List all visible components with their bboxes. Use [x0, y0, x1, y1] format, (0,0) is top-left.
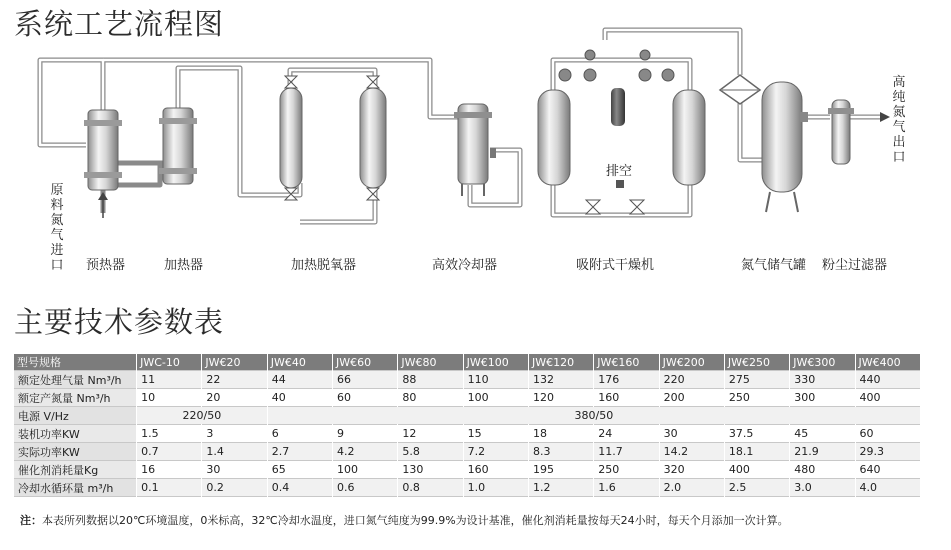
table-cell: 30: [659, 425, 724, 443]
table-cell: 15: [463, 425, 528, 443]
table-cell: 200: [659, 389, 724, 407]
row-label: 催化剂消耗量Kg: [14, 461, 137, 479]
inlet-label: 原料氮气进口: [50, 183, 64, 273]
header-cell: JW€200: [659, 354, 724, 371]
equipment-label-dust-filter: 粉尘过滤器: [822, 258, 888, 273]
table-cell: 440: [855, 371, 920, 389]
outlet-arrow-icon: [880, 112, 890, 122]
spec-table-title: 主要技术参数表: [14, 305, 225, 339]
table-cell: 640: [855, 461, 920, 479]
table-row: [14, 371, 921, 389]
row-label: 额定处理气量 Nm³/h: [14, 371, 137, 389]
table-cell: 45: [790, 425, 855, 443]
header-cell: JW€400: [855, 354, 920, 371]
table-cell: 18.1: [724, 443, 789, 461]
header-cell: JW€80: [398, 354, 463, 371]
equipment-label-preheater: 预热器: [86, 258, 126, 273]
table-cell: 160: [594, 389, 659, 407]
equipment-label-heater: 加热器: [164, 258, 204, 273]
dryer-control-valves: [559, 50, 674, 214]
adsorption-dryer-tower-left: [538, 90, 570, 185]
table-row: [14, 425, 921, 443]
vent-label: 排空: [606, 164, 633, 179]
footnote: [20, 512, 945, 529]
row-label: 装机功率KW: [14, 425, 137, 443]
footnote-prefix: 注：: [20, 514, 42, 527]
table-cell: 220/50: [137, 407, 268, 425]
equipment-label-storage-tank: 氮气储气罐: [741, 258, 807, 273]
table-cell: 44: [267, 371, 332, 389]
adsorption-dryer-tower-right: [673, 90, 705, 185]
table-cell: 250: [724, 389, 789, 407]
table-cell: 320: [659, 461, 724, 479]
table-cell: 2.7: [267, 443, 332, 461]
table-cell: 220: [659, 371, 724, 389]
table-cell: 1.5: [137, 425, 202, 443]
table-cell: 160: [463, 461, 528, 479]
table-cell: 5.8: [398, 443, 463, 461]
table-cell: 3: [202, 425, 267, 443]
equipment-label-cooler: 高效冷却器: [432, 258, 498, 273]
table-cell: 400: [855, 389, 920, 407]
table-cell: 480: [790, 461, 855, 479]
row-label: 额定产氮量 Nm³/h: [14, 389, 137, 407]
table-cell: 80: [398, 389, 463, 407]
table-cell: 330: [790, 371, 855, 389]
table-cell: 2.0: [659, 479, 724, 497]
table-cell: 176: [594, 371, 659, 389]
table-row: [14, 443, 921, 461]
table-cell: 18: [528, 425, 593, 443]
header-cell: JWC-10: [137, 354, 202, 371]
table-cell: 40: [267, 389, 332, 407]
table-cell: 20: [202, 389, 267, 407]
table-cell: 1.6: [594, 479, 659, 497]
equipment-label-deoxidizer: 加热脱氧器: [291, 258, 357, 273]
table-cell: 66: [333, 371, 398, 389]
table-cell: 8.3: [528, 443, 593, 461]
table-cell: 380/50: [267, 407, 920, 425]
row-label: 实际功率KW: [14, 443, 137, 461]
table-cell: 100: [333, 461, 398, 479]
preheater-vessel: [84, 110, 122, 190]
table-row: [14, 461, 921, 479]
high-efficiency-cooler: [454, 104, 496, 196]
footnote-text: 本表所列数据以20℃环境温度，0米标高，32℃冷却水温度，进口氮气纯度为99.9%为设计基准，催化剂消耗量按每天24小时，每天个月添加一次计算。: [42, 514, 789, 527]
header-cell: JW€60: [333, 354, 398, 371]
table-cell: 110: [463, 371, 528, 389]
header-cell: JW€300: [790, 354, 855, 371]
table-cell: 29.3: [855, 443, 920, 461]
header-cell: JW€120: [528, 354, 593, 371]
header-cell: JW€100: [463, 354, 528, 371]
table-header-row: [14, 354, 921, 371]
outlet-label: 高纯氮气出口: [892, 75, 906, 165]
table-cell: 130: [398, 461, 463, 479]
heating-deoxidizer-vessel-1: [280, 76, 302, 200]
inline-filter: [720, 75, 760, 104]
table-cell: 24: [594, 425, 659, 443]
table-cell: 1.0: [463, 479, 528, 497]
table-cell: 88: [398, 371, 463, 389]
header-cell: JW€250: [724, 354, 789, 371]
table-cell: 3.0: [790, 479, 855, 497]
table-cell: 250: [594, 461, 659, 479]
table-cell: 1.4: [202, 443, 267, 461]
equipment-label-dryer: 吸附式干燥机: [576, 258, 655, 273]
table-cell: 11.7: [594, 443, 659, 461]
technical-parameters-table: [14, 354, 921, 497]
table-cell: 0.1: [137, 479, 202, 497]
heater-vessel: [159, 108, 197, 184]
table-cell: 0.8: [398, 479, 463, 497]
table-cell: 100: [463, 389, 528, 407]
table-row: [14, 407, 921, 425]
header-cell: JW€40: [267, 354, 332, 371]
table-cell: 16: [137, 461, 202, 479]
table-cell: 60: [855, 425, 920, 443]
table-cell: 300: [790, 389, 855, 407]
table-cell: 2.5: [724, 479, 789, 497]
table-cell: 1.2: [528, 479, 593, 497]
table-cell: 14.2: [659, 443, 724, 461]
table-cell: 0.2: [202, 479, 267, 497]
table-cell: 65: [267, 461, 332, 479]
table-cell: 7.2: [463, 443, 528, 461]
table-cell: 60: [333, 389, 398, 407]
table-cell: 400: [724, 461, 789, 479]
table-cell: 0.4: [267, 479, 332, 497]
table-cell: 4.0: [855, 479, 920, 497]
dust-filter: [828, 100, 854, 164]
table-cell: 0.6: [333, 479, 398, 497]
table-cell: 21.9: [790, 443, 855, 461]
table-cell: 0.7: [137, 443, 202, 461]
table-cell: 275: [724, 371, 789, 389]
table-cell: 11: [137, 371, 202, 389]
process-diagram-title: 系统工艺流程图: [14, 7, 225, 41]
table-cell: 10: [137, 389, 202, 407]
table-cell: 12: [398, 425, 463, 443]
table-cell: 37.5: [724, 425, 789, 443]
header-cell: JW€160: [594, 354, 659, 371]
row-label: 冷却水循环量 m³/h: [14, 479, 137, 497]
table-cell: 6: [267, 425, 332, 443]
heating-deoxidizer-vessel-2: [360, 76, 386, 200]
table-cell: 120: [528, 389, 593, 407]
table-cell: 30: [202, 461, 267, 479]
table-cell: 4.2: [333, 443, 398, 461]
nitrogen-storage-tank: [762, 82, 808, 212]
header-cell: 型号规格: [14, 354, 137, 371]
table-row: [14, 479, 921, 497]
table-cell: 132: [528, 371, 593, 389]
table-cell: 195: [528, 461, 593, 479]
row-label: 电源 V/Hz: [14, 407, 137, 425]
table-cell: 22: [202, 371, 267, 389]
header-cell: JW€20: [202, 354, 267, 371]
table-row: [14, 389, 921, 407]
table-cell: 9: [333, 425, 398, 443]
